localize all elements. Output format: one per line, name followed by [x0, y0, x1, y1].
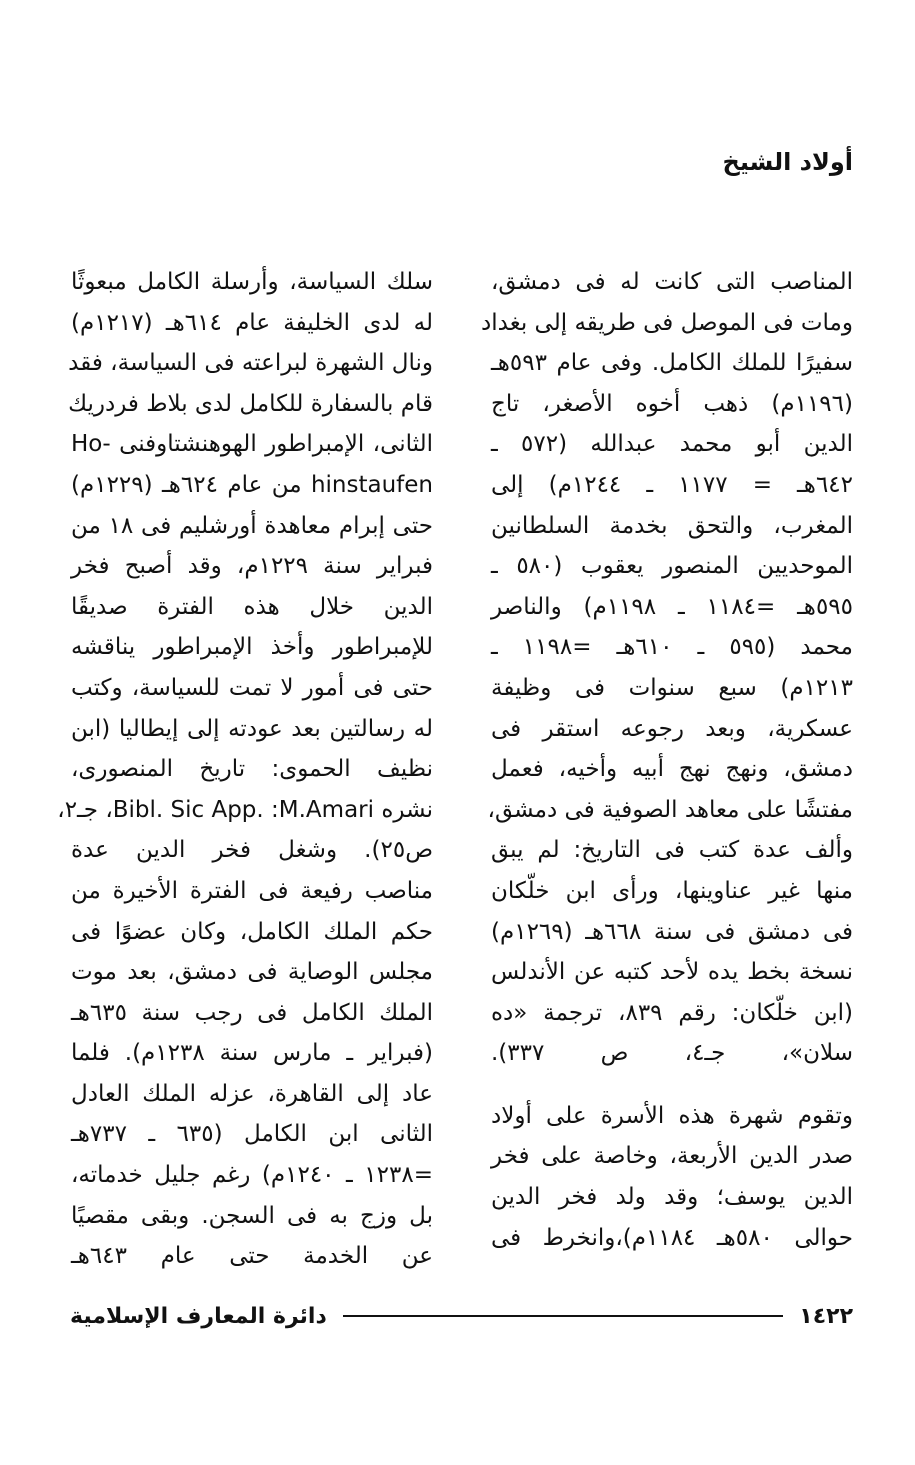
- text-line: حوالى ٥٨٠هـ ١١٨٤م)،وانخرط فى: [491, 1224, 853, 1251]
- text-line: قام بالسفارة للكامل لدى بلاط فردريك: [68, 390, 433, 417]
- text-line: ١٢١٣م) سبع سنوات فى وظيفة: [491, 674, 853, 701]
- footer-rule: [343, 1315, 784, 1317]
- right-text-column: [481, 262, 853, 1258]
- text-line: نسخة بخط يده لأحد كتبه عن الأندلس: [491, 959, 853, 986]
- text-line: (١١٩٦م) ذهب أخوه الأصغر، تاج: [491, 390, 853, 417]
- paragraph: [481, 262, 853, 1074]
- text-line: ٦٤٢هـ = ١١٧٧ ـ ١٢٤٤م) إلى: [491, 471, 853, 498]
- text-line: نظيف الحموى: تاريخ المنصورى،: [71, 756, 433, 783]
- text-line: حكم الملك الكامل، وكان عضوًا فى: [71, 918, 433, 945]
- paragraph: [57, 262, 434, 1277]
- text-line: حتى فى أمور لا تمت للسياسة، وكتب: [71, 674, 433, 701]
- text-line: دمشق، ونهج نهج أبيه وأخيه، فعمل: [491, 756, 853, 783]
- text-line: فى دمشق فى سنة ٦٦٨هـ (١٢٦٩م): [491, 918, 853, 945]
- text-line: (ابن خلّكان: رقم ٨٣٩، ترجمة «ده: [491, 999, 853, 1026]
- text-line: فبراير سنة ١٢٢٩م، وقد أصبح فخر: [71, 553, 434, 580]
- paragraph-gap: [491, 1074, 853, 1096]
- text-line: ٥٩٥هـ =١١٨٤ ـ ١١٩٨م) والناصر: [491, 593, 853, 620]
- text-line: مفتشًا على معاهد الصوفية فى دمشق،: [487, 796, 853, 823]
- text-line: عسكرية، وبعد رجوعه استقر فى: [491, 715, 853, 742]
- text-line: الدين يوسف؛ وقد ولد فخر الدين: [491, 1184, 853, 1211]
- text-line: الدين خلال هذه الفترة صديقًا: [71, 593, 433, 620]
- text-line: له رسالتين بعد عودته إلى إيطاليا (ابن: [71, 715, 433, 742]
- text-line: سلان»، جـ٤، ص ٣٣٧).: [491, 1040, 853, 1067]
- text-line: محمد (٥٩٥ ـ ٦١٠هـ =١١٩٨ ـ: [491, 634, 853, 661]
- left-text-column: [57, 262, 434, 1277]
- text-line: مجلس الوصاية فى دمشق، بعد موت: [71, 959, 433, 986]
- page-footer: [70, 1296, 853, 1336]
- text-line: الثانى ابن الكامل (٦٣٥ ـ ٧٣٧هـ: [71, 1121, 433, 1148]
- paragraph: [491, 1096, 853, 1258]
- text-line: المناصب التى كانت له فى دمشق،: [491, 269, 853, 295]
- text-line: نشره Bibl. Sic App. :M.Amari، جـ٢،: [57, 796, 433, 823]
- text-line: الموحديين المنصور يعقوب (٥٨٠ ـ: [491, 553, 853, 580]
- text-line: hinstaufen من عام ٦٢٤هـ (١٢٢٩م): [71, 471, 434, 498]
- text-line: ص٢٥). وشغل فخر الدين عدة: [71, 837, 433, 864]
- text-line: ونال الشهرة لبراعته فى السياسة، فقد: [68, 350, 433, 377]
- text-line: ومات فى الموصل فى طريقه إلى بغداد: [481, 309, 853, 336]
- text-line: حتى إبرام معاهدة أورشليم فى ١٨ من: [71, 512, 434, 539]
- text-line: عن الخدمة حتى عام ٦٤٣هـ: [71, 1243, 433, 1270]
- text-line: مناصب رفيعة فى الفترة الأخيرة من: [71, 877, 433, 904]
- text-line: صدر الدين الأربعة، وخاصة على فخر: [491, 1143, 853, 1170]
- page-number: ١٤٢٢: [799, 1303, 853, 1329]
- text-line: (فبراير ـ مارس سنة ١٢٣٨م). فلما: [71, 1040, 433, 1067]
- text-line: منها غير عناوينها، ورأى ابن خلّكان: [491, 877, 853, 904]
- text-line: بل وزج به فى السجن. وبقى مقصيًا: [71, 1202, 433, 1229]
- text-line: عاد إلى القاهرة، عزله الملك العادل: [71, 1080, 433, 1107]
- text-line: المغرب، والتحق بخدمة السلطانين: [491, 512, 853, 539]
- text-line: الثانى، الإمبراطور الهوهنشتاوفنى -Ho: [71, 431, 433, 458]
- text-line: وألف عدة كتب فى التاريخ: لم يبق: [491, 837, 853, 864]
- text-line: الدين أبو محمد عبدالله (٥٧٢ ـ: [491, 431, 853, 458]
- text-line: سفيرًا للملك الكامل. وفى عام ٥٩٣هـ: [491, 350, 853, 377]
- text-line: وتقوم شهرة هذه الأسرة على أولاد: [491, 1102, 853, 1129]
- text-line: سلك السياسة، وأرسلة الكامل مبعوثًا: [71, 269, 433, 295]
- text-line: =١٢٣٨ ـ ١٢٤٠م) رغم جليل خدماته،: [71, 1162, 433, 1189]
- book-title: دائرة المعارف الإسلامية: [70, 1303, 327, 1329]
- text-line: له لدى الخليفة عام ٦١٤هـ (١٢١٧م): [71, 309, 434, 336]
- running-header: أولاد الشيخ: [722, 148, 853, 176]
- text-line: الملك الكامل فى رجب سنة ٦٣٥هـ: [71, 999, 433, 1026]
- text-line: للإمبراطور وأخذ الإمبراطور يناقشه: [71, 634, 433, 661]
